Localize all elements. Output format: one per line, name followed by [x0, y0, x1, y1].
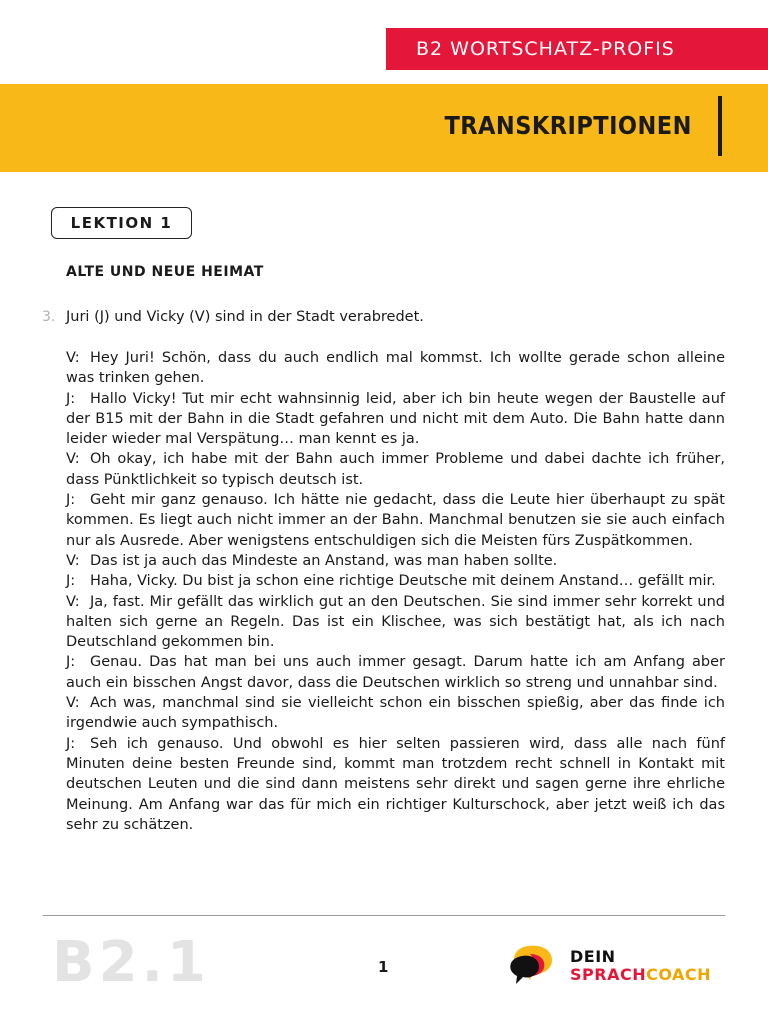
speaker-label: J:	[66, 573, 76, 590]
dialogue-text: Seh ich genauso. Und obwohl es hier selten passieren wird, dass alle nach fünf Minuten deine besten Freunde sind, kommt man trotzdem recht schnell in Kontakt mit deutschen Leuten und die sind dann meistens sehr direkt und sagen gerne ihre ehrliche Meinung. Am Anfang war das für mich ein richtiger Kulturschock, aber jetzt weiß ich das sehr zu schätzen.	[66, 735, 725, 833]
header-accent-bar	[718, 96, 722, 156]
logo-word-sprach: SPRACH	[570, 965, 647, 984]
footer-divider	[43, 915, 725, 916]
speaker-label: V:	[66, 593, 80, 610]
dialogue-turn	[66, 551, 725, 571]
speaker-label: V:	[66, 451, 80, 468]
speaker-label: V:	[66, 552, 80, 569]
dialogue-text: Genau. Das hat man bei uns auch immer gesagt. Darum hatte ich am Anfang aber auch ein bisschen Angst davor, dass die Deutschen wirklich so streng und unnahbar sind.	[66, 654, 725, 691]
speech-bubbles-logo-icon	[508, 940, 560, 988]
course-banner	[386, 28, 768, 70]
task-number: 3.	[42, 309, 56, 325]
speaker-label: J:	[66, 654, 76, 671]
dialogue-turn	[66, 449, 725, 490]
dialogue-turn	[66, 348, 725, 389]
dialogue-text: Ach was, manchmal sind sie vielleicht schon ein bisschen spießig, aber das finde ich irgendwie auch sympathisch.	[66, 695, 725, 732]
speaker-label: J:	[66, 390, 76, 407]
logo-word-dein: DEIN	[570, 947, 616, 966]
speaker-label: V:	[66, 350, 80, 366]
course-banner-label: B2 WORTSCHATZ-PROFIS	[416, 38, 675, 60]
speaker-label: V:	[66, 695, 80, 712]
level-watermark: B2.1	[52, 930, 210, 995]
dialogue-text: Ja, fast. Mir gefällt das wirklich gut an den Deutschen. Sie sind immer sehr korrekt und halten sich gerne an Regeln. Das ist ein Klischee, was sich bestätigt hat, als ich nach Deutschland gekommen bin.	[66, 593, 725, 651]
dialogue-turn	[66, 693, 725, 734]
dialogue-text: Hey Juri! Schön, dass du auch endlich mal kommst. Ich wollte gerade schon alleine was trinken gehen.	[66, 350, 725, 387]
brand-logo-text	[570, 948, 711, 984]
dialogue-turn	[66, 490, 725, 551]
logo-word-coach: COACH	[646, 965, 712, 984]
dialogue-turn	[66, 652, 725, 693]
page-number: 1	[378, 958, 389, 976]
dialogue-text: Hallo Vicky! Tut mir echt wahnsinnig leid, aber ich bin heute wegen der Baustelle auf der B15 mit der Bahn in die Stadt gefahren und nicht mit dem Auto. Die Bahn hatte dann leider wieder mal Verspätung… man kennt es ja.	[66, 390, 725, 448]
dialogue-turn	[66, 734, 725, 835]
header-band	[0, 84, 768, 172]
task-intro: Juri (J) und Vicky (V) sind in der Stadt verabredet.	[66, 309, 424, 325]
dialogue-text: Geht mir ganz genauso. Ich hätte nie gedacht, dass die Leute hier überhaupt zu spät kommen. Es liegt auch nicht immer an der Bahn. Manchmal benutzen sie sie auch einfach nur als Ausrede. Aber wenigstens entschuldigen sich die Meisten fürs Zuspätkommen.	[66, 492, 725, 549]
dialogue-transcript	[66, 348, 725, 835]
dialogue-text: Oh okay, ich habe mit der Bahn auch immer Probleme und dabei dachte ich früher, dass Pünktlichkeit so typisch deutsch ist.	[66, 451, 725, 488]
dialogue-text: Das ist ja auch das Mindeste an Anstand, was man haben sollte.	[90, 552, 558, 569]
dialogue-text: Haha, Vicky. Du bist ja schon eine richtige Deutsche mit deinem Anstand… gefällt mir.	[90, 573, 716, 590]
speaker-label: J:	[66, 492, 76, 509]
dialogue-turn	[66, 571, 725, 591]
dialogue-turn	[66, 592, 725, 653]
speaker-label: J:	[66, 735, 76, 752]
dialogue-turn	[66, 389, 725, 450]
section-title: ALTE UND NEUE HEIMAT	[66, 264, 264, 280]
page-title: TRANSKRIPTIONEN	[444, 111, 692, 140]
lesson-label: LEKTION 1	[51, 207, 192, 239]
